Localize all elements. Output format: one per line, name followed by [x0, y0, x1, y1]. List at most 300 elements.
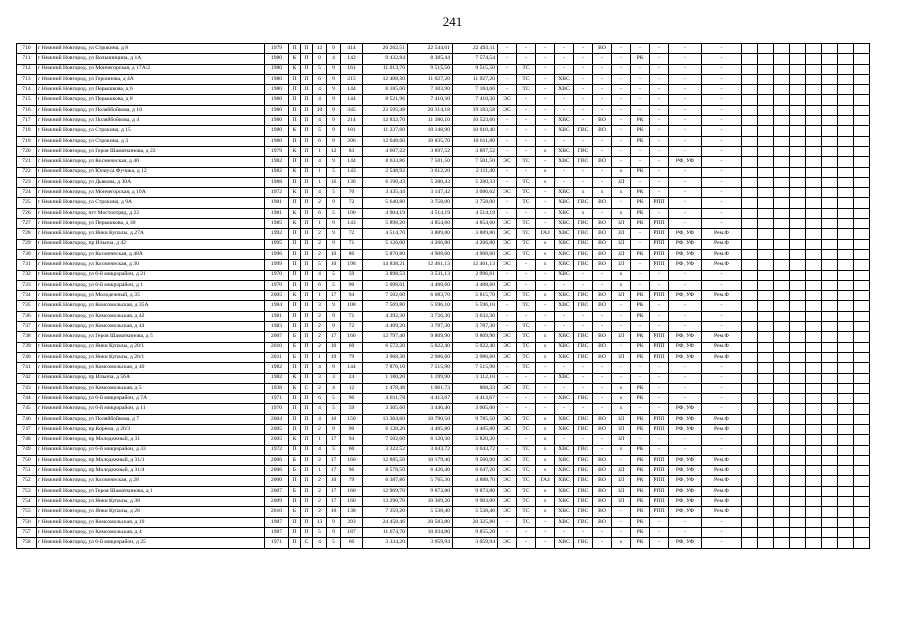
- table-cell: г Нижний Новгород, ул 6-й микрорайон, д 7А: [37, 394, 265, 404]
- table-cell: -: [593, 167, 612, 177]
- table-row: [17, 394, 870, 404]
- table-row: [17, 291, 870, 301]
- table-cell: 9: [327, 136, 341, 146]
- empty-cell: [742, 311, 758, 321]
- table-cell: П: [289, 198, 301, 208]
- table-cell: 6 190,43: [363, 177, 408, 187]
- empty-cell: [758, 157, 774, 167]
- table-cell: Рем.Ф: [702, 342, 742, 352]
- empty-cell: [774, 414, 790, 424]
- table-cell: г Нижний Новгород, ул Комсомольская, д 44: [37, 322, 265, 332]
- table-cell: -: [612, 311, 631, 321]
- table-cell: 5: [327, 394, 341, 404]
- table-cell: 1979: [265, 146, 289, 156]
- empty-cell: [758, 126, 774, 136]
- table-cell: 5: [327, 167, 341, 177]
- empty-cell: [822, 219, 838, 229]
- table-cell: 2 996,61: [453, 270, 498, 280]
- table-cell: х: [612, 445, 631, 455]
- empty-cell: [774, 332, 790, 342]
- table-cell: -: [650, 157, 669, 167]
- table-cell: -: [498, 126, 517, 136]
- table-cell: 9: [327, 239, 341, 249]
- table-cell: -: [517, 538, 536, 548]
- empty-cell: [822, 414, 838, 424]
- table-cell: ТС: [517, 486, 536, 496]
- empty-cell: [790, 322, 806, 332]
- table-cell: П: [301, 507, 313, 517]
- table-cell: 727: [17, 219, 37, 229]
- table-cell: 22 544,01: [408, 44, 453, 54]
- table-cell: 1982: [265, 363, 289, 373]
- table-cell: -: [574, 383, 593, 393]
- table-cell: 3 898,53: [363, 270, 408, 280]
- table-cell: -: [555, 363, 574, 373]
- empty-cell: [790, 126, 806, 136]
- table-cell: П: [301, 95, 313, 105]
- empty-cell: [790, 342, 806, 352]
- table-cell: 12 832,70: [363, 116, 408, 126]
- table-cell: -: [702, 54, 742, 64]
- empty-cell: [742, 332, 758, 342]
- table-cell: 8 578,50: [363, 466, 408, 476]
- empty-cell: [838, 301, 854, 311]
- empty-cell: [838, 64, 854, 74]
- table-cell: П: [301, 157, 313, 167]
- table-cell: 1981: [265, 311, 289, 321]
- table-cell: х: [536, 291, 555, 301]
- table-cell: П: [301, 435, 313, 445]
- empty-cell: [806, 517, 822, 527]
- table-cell: РК: [631, 424, 650, 434]
- table-cell: РК: [631, 414, 650, 424]
- table-cell: РК: [631, 54, 650, 64]
- table-cell: 4: [313, 188, 327, 198]
- empty-cell: [774, 136, 790, 146]
- empty-cell: [806, 95, 822, 105]
- table-cell: ТС: [517, 466, 536, 476]
- table-cell: -: [702, 177, 742, 187]
- table-cell: ЭС: [498, 188, 517, 198]
- table-cell: 733: [17, 280, 37, 290]
- empty-cell: [774, 54, 790, 64]
- table-cell: ЗЛ: [612, 332, 631, 342]
- table-cell: -: [702, 322, 742, 332]
- table-cell: -: [593, 383, 612, 393]
- empty-cell: [774, 455, 790, 465]
- empty-cell: [854, 208, 870, 218]
- empty-cell: [854, 383, 870, 393]
- table-cell: 59: [341, 404, 363, 414]
- empty-cell: [838, 404, 854, 414]
- table-cell: 738: [17, 332, 37, 342]
- table-cell: -: [536, 322, 555, 332]
- empty-cell: [854, 311, 870, 321]
- empty-cell: [854, 74, 870, 84]
- table-cell: -: [498, 445, 517, 455]
- table-cell: 722: [17, 167, 37, 177]
- table-cell: -: [669, 167, 702, 177]
- empty-cell: [806, 177, 822, 187]
- table-cell: 5: [327, 188, 341, 198]
- table-cell: П: [301, 126, 313, 136]
- empty-cell: [822, 486, 838, 496]
- table-cell: 71: [341, 311, 363, 321]
- table-cell: -: [612, 64, 631, 74]
- empty-cell: [854, 260, 870, 270]
- empty-cell: [790, 435, 806, 445]
- table-cell: 4 266,80: [453, 239, 498, 249]
- table-cell: 17: [327, 486, 341, 496]
- table-cell: П: [301, 44, 313, 54]
- table-cell: П: [289, 280, 301, 290]
- table-cell: 10: [313, 105, 327, 115]
- table-cell: РФ, УФ: [669, 455, 702, 465]
- table-cell: г Нижний Новгород, пр Молодежный, д 31/4: [37, 466, 265, 476]
- table-cell: 730: [17, 249, 37, 259]
- empty-cell: [790, 291, 806, 301]
- table-row: [17, 219, 870, 229]
- table-cell: ХВС: [555, 85, 574, 95]
- table-cell: 714: [17, 85, 37, 95]
- empty-cell: [822, 74, 838, 84]
- table-cell: 11 013,70: [363, 64, 408, 74]
- empty-cell: [758, 260, 774, 270]
- empty-cell: [758, 322, 774, 332]
- table-cell: Рем.Ф: [702, 239, 742, 249]
- table-cell: -: [631, 363, 650, 373]
- table-cell: 12: [327, 146, 341, 156]
- table-cell: 3 086,62: [453, 188, 498, 198]
- table-cell: г Нижний Новгород, ул Янки Купалы, д 28: [37, 507, 265, 517]
- table-cell: 4 514,70: [363, 229, 408, 239]
- table-cell: К: [289, 219, 301, 229]
- empty-cell: [806, 219, 822, 229]
- table-cell: 144: [341, 85, 363, 95]
- table-cell: -: [612, 95, 631, 105]
- table-cell: -: [574, 373, 593, 383]
- table-cell: П: [301, 404, 313, 414]
- table-cell: 10: [327, 414, 341, 424]
- table-row: [17, 538, 870, 548]
- empty-cell: [822, 126, 838, 136]
- table-cell: -: [555, 527, 574, 537]
- table-cell: 4: [313, 85, 327, 95]
- table-cell: -: [669, 383, 702, 393]
- table-cell: 3 043,72: [408, 445, 453, 455]
- table-cell: 756: [17, 517, 37, 527]
- table-cell: П: [301, 373, 313, 383]
- table-cell: -: [650, 301, 669, 311]
- table-cell: П: [301, 527, 313, 537]
- table-cell: -: [593, 85, 612, 95]
- table-cell: -: [574, 527, 593, 537]
- table-cell: ТС: [517, 188, 536, 198]
- table-cell: 7 359,20: [363, 507, 408, 517]
- table-cell: 1971: [265, 538, 289, 548]
- table-cell: -: [669, 208, 702, 218]
- table-cell: 71: [341, 239, 363, 249]
- table-cell: -: [650, 373, 669, 383]
- table-cell: -: [669, 363, 702, 373]
- empty-cell: [806, 322, 822, 332]
- empty-cell: [790, 352, 806, 362]
- table-cell: -: [702, 270, 742, 280]
- table-cell: ВО: [593, 332, 612, 342]
- table-cell: -: [517, 373, 536, 383]
- table-cell: 72: [341, 322, 363, 332]
- table-cell: 9 873,80: [453, 486, 498, 496]
- empty-cell: [822, 229, 838, 239]
- table-cell: П: [301, 342, 313, 352]
- empty-cell: [790, 219, 806, 229]
- table-cell: ТС: [517, 198, 536, 208]
- table-cell: -: [574, 280, 593, 290]
- table-cell: -: [631, 157, 650, 167]
- table-cell: -: [536, 383, 555, 393]
- empty-cell: [838, 455, 854, 465]
- table-cell: г Нижний Новгород, ул Комсомольская, д 5: [37, 383, 265, 393]
- table-cell: -: [650, 527, 669, 537]
- empty-cell: [822, 466, 838, 476]
- empty-cell: [774, 116, 790, 126]
- table-cell: ВО: [593, 157, 612, 167]
- table-cell: Рем.Ф: [702, 249, 742, 259]
- table-cell: -: [650, 105, 669, 115]
- empty-cell: [758, 301, 774, 311]
- empty-cell: [822, 54, 838, 64]
- table-cell: ГВС: [574, 507, 593, 517]
- table-cell: РПП: [650, 414, 669, 424]
- table-cell: ВО: [593, 239, 612, 249]
- table-cell: -: [498, 146, 517, 156]
- empty-cell: [854, 177, 870, 187]
- table-row: [17, 85, 870, 95]
- table-cell: х: [536, 352, 555, 362]
- table-cell: г Нижний Новгород, ул Комсомольская, д 42: [37, 311, 265, 321]
- empty-cell: [822, 188, 838, 198]
- table-cell: -: [498, 116, 517, 126]
- table-cell: -: [669, 74, 702, 84]
- table-cell: ВО: [593, 116, 612, 126]
- table-cell: 9 873,80: [408, 486, 453, 496]
- table-cell: ВО: [593, 414, 612, 424]
- table-cell: 3 787,30: [453, 322, 498, 332]
- table-cell: П: [301, 270, 313, 280]
- table-cell: 6 128,20: [363, 424, 408, 434]
- empty-cell: [822, 311, 838, 321]
- table-cell: -: [669, 54, 702, 64]
- table-cell: -: [498, 208, 517, 218]
- table-cell: х: [612, 280, 631, 290]
- empty-cell: [790, 497, 806, 507]
- empty-cell: [838, 311, 854, 321]
- table-cell: 757: [17, 527, 37, 537]
- table-cell: ВО: [593, 476, 612, 486]
- table-cell: 1996: [265, 249, 289, 259]
- empty-cell: [838, 116, 854, 126]
- table-row: [17, 435, 870, 445]
- empty-cell: [742, 146, 758, 156]
- table-cell: 11 027,20: [408, 74, 453, 84]
- empty-cell: [806, 486, 822, 496]
- table-cell: х: [536, 342, 555, 352]
- table-cell: 215: [341, 74, 363, 84]
- empty-cell: [774, 229, 790, 239]
- table-cell: -: [650, 322, 669, 332]
- table-cell: г Нижний Новгород, ул Перышкова, д 30: [37, 219, 265, 229]
- table-cell: 1980: [265, 85, 289, 95]
- table-cell: ВО: [593, 466, 612, 476]
- table-cell: 3 968,30: [363, 352, 408, 362]
- table-cell: ВО: [593, 342, 612, 352]
- table-cell: 59: [341, 270, 363, 280]
- table-cell: -: [574, 95, 593, 105]
- table-cell: П: [301, 208, 313, 218]
- empty-cell: [742, 85, 758, 95]
- table-cell: -: [536, 311, 555, 321]
- empty-cell: [806, 116, 822, 126]
- table-cell: -: [631, 229, 650, 239]
- empty-cell: [790, 363, 806, 373]
- table-cell: -: [593, 445, 612, 455]
- table-cell: -: [650, 95, 669, 105]
- table-row: [17, 188, 870, 198]
- empty-cell: [854, 64, 870, 74]
- table-cell: -: [631, 44, 650, 54]
- empty-cell: [774, 157, 790, 167]
- table-cell: ХВС: [555, 497, 574, 507]
- empty-cell: [806, 188, 822, 198]
- table-cell: г Нижний Новгород, пр Молодежный, д 31/1: [37, 455, 265, 465]
- table-cell: -: [555, 280, 574, 290]
- empty-cell: [822, 527, 838, 537]
- empty-cell: [806, 291, 822, 301]
- table-cell: -: [669, 301, 702, 311]
- table-cell: ГВС: [574, 466, 593, 476]
- table-cell: РПП: [650, 352, 669, 362]
- table-cell: ЭС: [498, 239, 517, 249]
- empty-cell: [774, 322, 790, 332]
- table-cell: 1980: [265, 116, 289, 126]
- table-cell: ЗЛ: [612, 466, 631, 476]
- table-cell: РФ, УФ: [669, 466, 702, 476]
- table-cell: 4: [313, 404, 327, 414]
- table-cell: П: [289, 394, 301, 404]
- table-cell: РК: [631, 455, 650, 465]
- table-cell: г Нижний Новгород, пр Ильича, д 56А: [37, 373, 265, 383]
- table-cell: 7 876,10: [363, 363, 408, 373]
- table-cell: РПП: [650, 219, 669, 229]
- table-cell: 5 820,30: [453, 435, 498, 445]
- table-cell: -: [536, 126, 555, 136]
- table-cell: -: [517, 54, 536, 64]
- table-cell: 755: [17, 507, 37, 517]
- table-cell: ХВС: [555, 126, 574, 136]
- table-cell: 9 560,90: [453, 455, 498, 465]
- table-cell: -: [650, 280, 669, 290]
- table-cell: К: [289, 126, 301, 136]
- table-cell: -: [650, 445, 669, 455]
- table-cell: ЭС: [498, 280, 517, 290]
- table-cell: 7 501,50: [453, 157, 498, 167]
- table-cell: РПП: [650, 466, 669, 476]
- empty-cell: [854, 105, 870, 115]
- empty-cell: [822, 497, 838, 507]
- table-cell: 1 112,10: [453, 373, 498, 383]
- table-cell: -: [702, 167, 742, 177]
- table-cell: 3 435,44: [363, 188, 408, 198]
- table-cell: П: [289, 157, 301, 167]
- table-cell: П: [301, 280, 313, 290]
- table-cell: 12 969,70: [363, 486, 408, 496]
- empty-cell: [838, 126, 854, 136]
- table-cell: -: [574, 311, 593, 321]
- table-cell: 161: [341, 64, 363, 74]
- table-cell: РФ, УФ: [669, 404, 702, 414]
- table-cell: 2000: [265, 476, 289, 486]
- table-cell: 10 148,90: [408, 126, 453, 136]
- table-cell: 96: [341, 466, 363, 476]
- empty-cell: [806, 497, 822, 507]
- empty-cell: [838, 394, 854, 404]
- table-cell: -: [498, 74, 517, 84]
- table-cell: 5: [327, 208, 341, 218]
- table-cell: П: [301, 311, 313, 321]
- table-cell: 2: [313, 239, 327, 249]
- table-cell: -: [517, 270, 536, 280]
- empty-cell: [758, 198, 774, 208]
- empty-cell: [774, 219, 790, 229]
- table-cell: г Нижний Новгород, ул Героя Шаматкинова, д 22: [37, 146, 265, 156]
- empty-cell: [758, 64, 774, 74]
- table-cell: 3 059,94: [408, 538, 453, 548]
- table-cell: 11 027,20: [453, 74, 498, 84]
- empty-cell: [774, 126, 790, 136]
- table-cell: -: [498, 322, 517, 332]
- empty-cell: [838, 527, 854, 537]
- table-cell: ХВС: [555, 260, 574, 270]
- table-cell: 4: [313, 95, 327, 105]
- table-cell: 2011: [265, 352, 289, 362]
- table-cell: г Нижний Новгород, ул Строкина, д 8: [37, 44, 265, 54]
- empty-cell: [774, 260, 790, 270]
- table-cell: 10: [327, 342, 341, 352]
- table-cell: ГВС: [574, 424, 593, 434]
- table-cell: 60: [341, 342, 363, 352]
- table-cell: 5: [327, 270, 341, 280]
- empty-cell: [790, 85, 806, 95]
- empty-cell: [790, 177, 806, 187]
- table-cell: -: [517, 44, 536, 54]
- table-cell: -: [517, 116, 536, 126]
- table-cell: П: [301, 249, 313, 259]
- table-cell: 5 022,40: [408, 342, 453, 352]
- table-cell: 10 010,40: [453, 126, 498, 136]
- table-cell: ХВС: [555, 352, 574, 362]
- empty-cell: [790, 455, 806, 465]
- table-cell: ХВС: [555, 373, 574, 383]
- table-cell: РК: [631, 394, 650, 404]
- table-cell: х: [612, 270, 631, 280]
- table-cell: Б: [289, 455, 301, 465]
- table-cell: 24: [341, 373, 363, 383]
- table-cell: -: [650, 270, 669, 280]
- table-cell: -: [574, 44, 593, 54]
- table-cell: -: [631, 239, 650, 249]
- table-cell: -: [669, 85, 702, 95]
- table-cell: ХВС: [555, 219, 574, 229]
